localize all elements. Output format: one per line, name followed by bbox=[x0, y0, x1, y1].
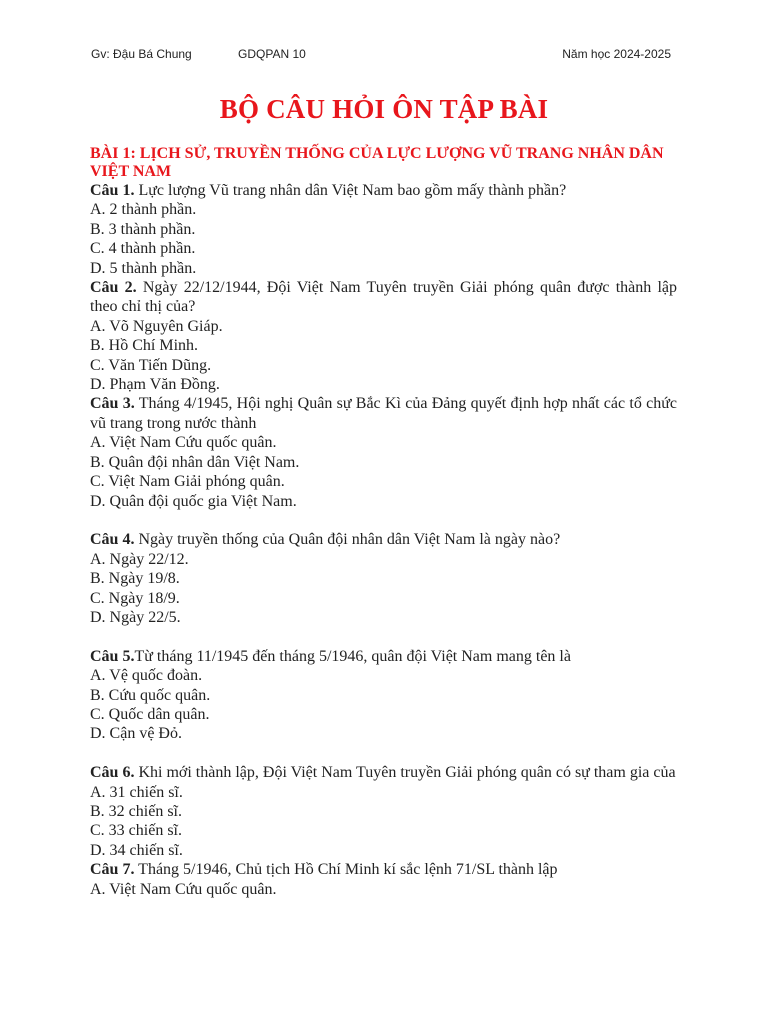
question-text bbox=[90, 181, 677, 200]
answer-option: D. 5 thành phần. bbox=[90, 259, 197, 277]
page-header bbox=[91, 47, 671, 65]
question-prompt: Ngày 22/12/1944, Đội Việt Nam Tuyên truyền Giải phóng quân được thành lập theo chỉ thị của? bbox=[90, 279, 678, 316]
answer-option: C. Văn Tiến Dũng. bbox=[90, 356, 212, 374]
question-prompt: Từ tháng 11/1945 đến tháng 5/1946, quân đội Việt Nam mang tên là bbox=[134, 647, 571, 665]
answer-option: B. 3 thành phần. bbox=[90, 220, 196, 238]
header-school-year: Năm học 2024-2025 bbox=[562, 47, 671, 61]
answer-option: D. Quân đội quốc gia Việt Nam. bbox=[90, 492, 297, 510]
question-number: Câu 4. bbox=[90, 531, 135, 549]
question-number: Câu 6. bbox=[90, 764, 135, 782]
answer-option: A. Vệ quốc đoàn. bbox=[90, 667, 203, 685]
blank-line bbox=[90, 744, 677, 763]
question-number: Câu 2. bbox=[90, 279, 137, 297]
question-3 bbox=[90, 394, 677, 510]
answer-option: C. Ngày 18/9. bbox=[90, 589, 180, 607]
question-6 bbox=[90, 763, 677, 860]
question-prompt: Lực lượng Vũ trang nhân dân Việt Nam bao gồm mấy thành phần? bbox=[134, 182, 567, 199]
question-7 bbox=[90, 860, 677, 899]
question-text bbox=[90, 394, 677, 433]
answer-option: D. Phạm Văn Đồng. bbox=[90, 376, 220, 394]
answer-option: C. Việt Nam Giải phóng quân. bbox=[90, 473, 285, 491]
lesson-heading: BÀI 1: LỊCH SỬ, TRUYỀN THỐNG CỦA LỰC LƯỢNG VŨ TRANG NHÂN DÂN VIỆT NAM bbox=[90, 145, 664, 180]
answer-option: A. 2 thành phần. bbox=[90, 201, 197, 219]
question-4 bbox=[90, 530, 677, 627]
question-prompt: Khi mới thành lập, Đội Việt Nam Tuyên truyền Giải phóng quân có sự tham gia của bbox=[134, 764, 676, 782]
question-number: Câu 5. bbox=[90, 647, 135, 665]
answer-option: C. 4 thành phần. bbox=[90, 240, 196, 258]
answer-option: A. Việt Nam Cứu quốc quân. bbox=[90, 434, 277, 452]
question-number: Câu 3. bbox=[90, 395, 135, 413]
answer-option: A. Võ Nguyên Giáp. bbox=[90, 317, 223, 335]
answer-option: C. Quốc dân quân. bbox=[90, 705, 210, 723]
blank-line bbox=[90, 627, 677, 646]
question-text bbox=[90, 763, 677, 782]
answer-option: A. 31 chiến sĩ. bbox=[90, 783, 183, 801]
answer-option: D. Ngày 22/5. bbox=[90, 608, 181, 626]
question-number: Câu 7. bbox=[90, 861, 135, 879]
question-1 bbox=[90, 181, 677, 278]
question-prompt: Tháng 4/1945, Hội nghị Quân sự Bắc Kì của Đảng quyết định hợp nhất các tổ chức vũ trang trong nước thành bbox=[90, 395, 678, 432]
page-title: BỘ CÂU HỎI ÔN TẬP BÀI bbox=[219, 94, 549, 124]
question-prompt: Ngày truyền thống của Quân đội nhân dân Việt Nam là ngày nào? bbox=[134, 531, 561, 549]
question-text bbox=[90, 530, 677, 549]
header-subject: GDQPAN 10 bbox=[238, 47, 306, 61]
document-body bbox=[90, 145, 677, 899]
answer-option: B. 32 chiến sĩ. bbox=[90, 802, 182, 820]
question-prompt: Tháng 5/1946, Chủ tịch Hồ Chí Minh kí sắc lệnh 71/SL thành lập bbox=[134, 861, 558, 879]
answer-option: D. 34 chiến sĩ. bbox=[90, 841, 183, 859]
answer-option: B. Quân đội nhân dân Việt Nam. bbox=[90, 453, 300, 471]
question-text bbox=[90, 647, 677, 666]
question-text bbox=[90, 278, 677, 317]
answer-option: B. Cứu quốc quân. bbox=[90, 686, 211, 704]
answer-option: A. Việt Nam Cứu quốc quân. bbox=[90, 880, 277, 898]
question-number: Câu 1. bbox=[90, 182, 135, 199]
answer-option: B. Hồ Chí Minh. bbox=[90, 337, 199, 355]
answer-option: D. Cận vệ Đỏ. bbox=[90, 725, 182, 743]
question-2 bbox=[90, 278, 677, 394]
answer-option: B. Ngày 19/8. bbox=[90, 570, 180, 588]
header-teacher: Gv: Đậu Bá Chung bbox=[91, 47, 192, 61]
question-5 bbox=[90, 647, 677, 744]
question-text bbox=[90, 860, 677, 879]
answer-option: C. 33 chiến sĩ. bbox=[90, 822, 182, 840]
blank-line bbox=[90, 511, 677, 530]
answer-option: A. Ngày 22/12. bbox=[90, 550, 189, 568]
